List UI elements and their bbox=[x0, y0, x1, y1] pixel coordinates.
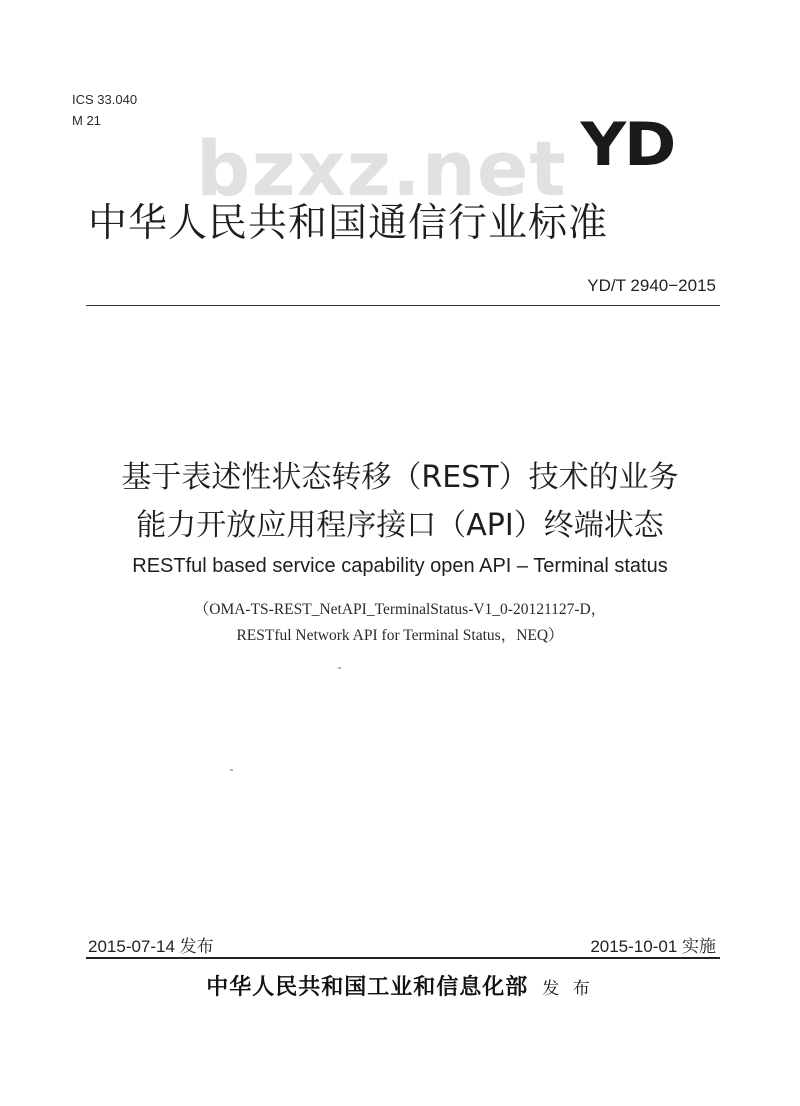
footer-divider bbox=[86, 957, 720, 959]
issuer-organization: 中华人民共和国工业和信息化部 bbox=[206, 974, 529, 1000]
issue-date: 2015-07-14 发布 bbox=[88, 937, 214, 956]
implementation-date: 2015-10-01 实施 bbox=[590, 937, 716, 956]
yd-logo: YD bbox=[580, 110, 674, 180]
adoption-reference-line2: RESTful Network API for Terminal Status，NEQ） bbox=[236, 627, 564, 644]
document-title-en: RESTful based service capability open API – Terminal status bbox=[132, 555, 668, 577]
standard-title: 中华人民共和国通信行业标准 bbox=[88, 201, 609, 246]
adoption-reference-line1: （OMA-TS-REST_NetAPI_TerminalStatus-V1_0-20121127-D， bbox=[193, 601, 607, 618]
issuer bbox=[0, 970, 800, 1001]
standard-number: YD/T 2940−2015 bbox=[587, 276, 716, 295]
document-title-zh-line1: 基于表述性状态转移（REST）技术的业务 bbox=[121, 460, 679, 495]
watermark: bzxz.net bbox=[196, 124, 567, 213]
header-divider bbox=[86, 305, 720, 306]
scan-speck bbox=[338, 667, 341, 669]
document-title-zh-line2: 能力开放应用程序接口（API）终端状态 bbox=[136, 508, 664, 543]
issuer-verb: 发 布 bbox=[542, 979, 594, 999]
ics-code: ICS 33.040 bbox=[72, 92, 138, 107]
ccs-code: M 21 bbox=[72, 113, 101, 128]
scan-speck bbox=[230, 769, 233, 771]
